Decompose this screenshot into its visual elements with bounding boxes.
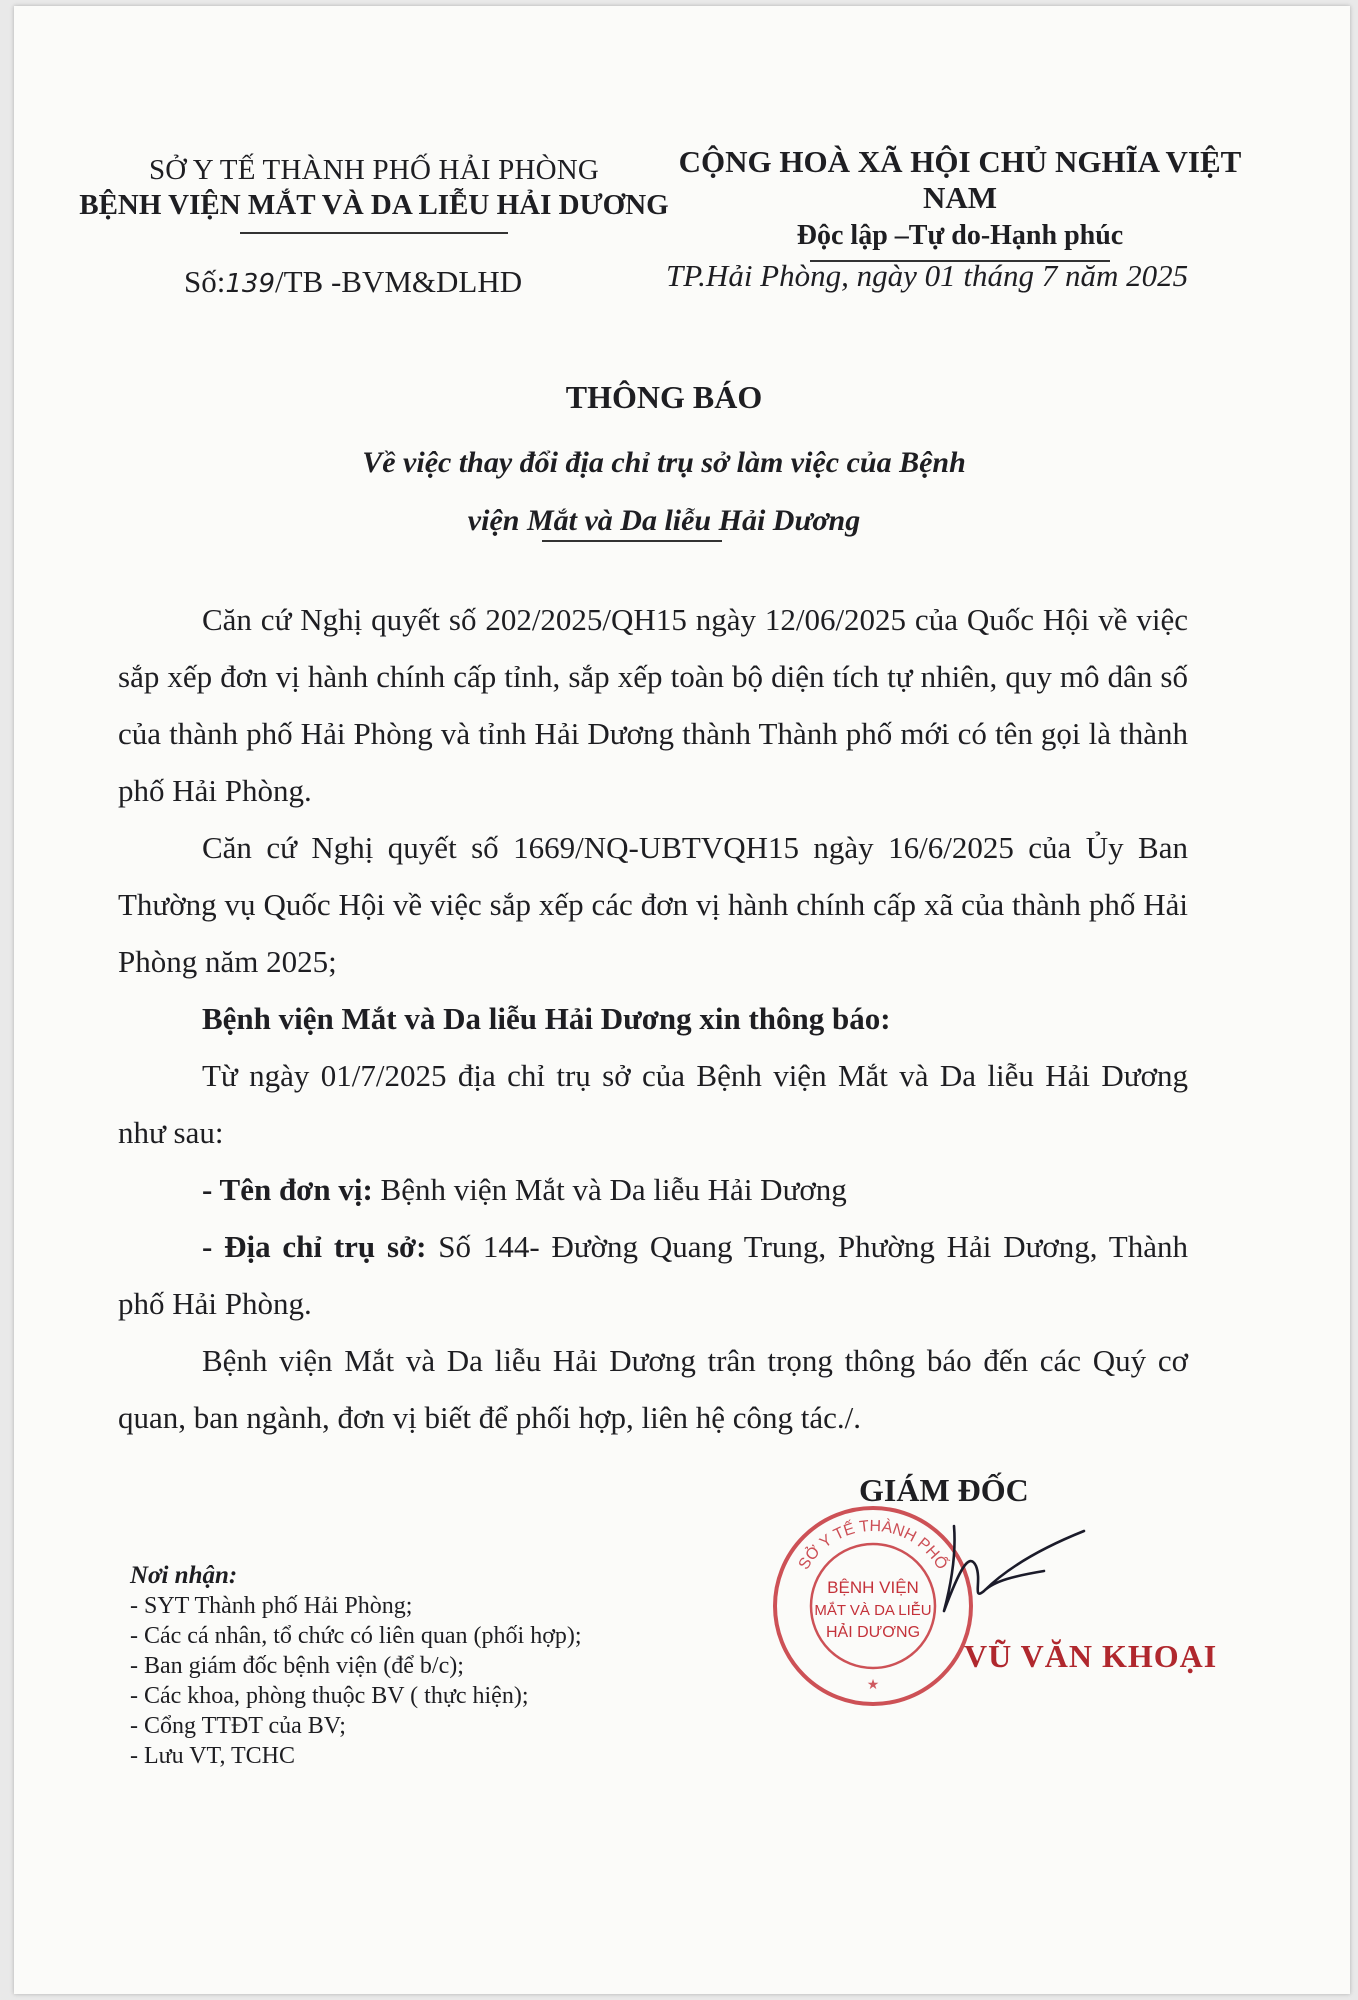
doc-number-suffix: /TB -BVM&DLHD — [275, 264, 523, 299]
signer-name: VŨ VĂN KHOẠI — [964, 1638, 1218, 1674]
document-number — [184, 264, 522, 300]
country-name: CỘNG HOÀ XÃ HỘI CHỦ NGHĨA VIỆT NAM — [678, 144, 1242, 215]
unit-name-value: Bệnh viện Mắt và Da liễu Hải Dương — [372, 1172, 847, 1207]
recipient-item: - Ban giám đốc bệnh viện (để b/c); — [130, 1653, 464, 1679]
address-label: - Địa chỉ trụ sở: — [202, 1229, 427, 1264]
paragraph-announcement-lead: Bệnh viện Mắt và Da liễu Hải Dương xin thông báo: — [202, 1001, 891, 1036]
recipient-item: - Cổng TTĐT của BV; — [130, 1713, 346, 1739]
recipients-block — [130, 1561, 582, 1771]
subtitle-line-2: viện Mắt và Da liễu Hải Dương — [467, 504, 861, 537]
doc-number-handwritten: 139 — [225, 269, 275, 299]
paragraph-address — [118, 1218, 1188, 1332]
document-title: THÔNG BÁO — [565, 379, 763, 415]
unit-name-label: - Tên đơn vị: — [202, 1172, 373, 1207]
paragraph-unit-name — [118, 1161, 1188, 1218]
agency-underline — [240, 232, 508, 234]
paragraph-closing: Bệnh viện Mắt và Da liễu Hải Dương trân trọng thông báo đến các Quý cơ quan, ban ngành, đơn vị biết để phối hợp, liên hệ công tác./. — [118, 1343, 1188, 1435]
issuing-agency: BỆNH VIỆN MẮT VÀ DA LIỄU HẢI DƯƠNG — [79, 189, 669, 221]
document-page — [14, 6, 1350, 1994]
address-value: Số 144- Đường Quang Trung, Phường Hải Dương, Thành phố Hải Phòng. — [118, 1229, 1188, 1321]
subtitle-line-1: Về việc thay đổi địa chỉ trụ sở làm việc của Bệnh — [362, 446, 966, 479]
issuing-agency-block — [74, 154, 674, 234]
parent-agency: SỞ Y TẾ THÀNH PHỐ HẢI PHÒNG — [148, 154, 600, 186]
paragraph-legal-basis-2: Căn cứ Nghị quyết số 1669/NQ-UBTVQH15 ngày 16/6/2025 của Ủy Ban Thường vụ Quốc Hội về việc sắp xếp các đơn vị hành chính cấp xã của thành phố Hải Phòng năm 2025; — [118, 830, 1188, 979]
document-subtitle — [14, 434, 1314, 550]
document-body — [118, 591, 1188, 1446]
recipient-item: - SYT Thành phố Hải Phòng; — [130, 1593, 413, 1619]
stamp-line-1: BỆNH VIỆN — [827, 1578, 919, 1597]
subtitle-underline — [542, 540, 722, 542]
svg-text:★: ★ — [866, 1676, 880, 1692]
paragraph-legal-basis-1: Căn cứ Nghị quyết số 202/2025/QH15 ngày 12/06/2025 của Quốc Hội về việc sắp xếp đơn vị hành chính cấp tỉnh, sắp xếp toàn bộ diện tích tự nhiên, quy mô dân số của thành phố Hải Phòng và tỉnh Hải Dương thành Thành phố mới có tên gọi là thành phố Hải Phòng. — [118, 602, 1188, 808]
recipient-item: - Lưu VT, TCHC — [130, 1743, 296, 1769]
recipient-item: - Các cá nhân, tổ chức có liên quan (phối hợp); — [130, 1623, 582, 1649]
motto: Độc lập –Tự do-Hạnh phúc — [796, 220, 1124, 251]
document-date: TP.Hải Phòng, ngày 01 tháng 7 năm 2025 — [666, 258, 1189, 293]
paragraph-effective-date: Từ ngày 01/7/2025 địa chỉ trụ sở của Bệnh viện Mắt và Da liễu Hải Dương như sau: — [118, 1058, 1188, 1150]
stamp-line-2: MẮT VÀ DA LIỄU — [814, 1602, 932, 1619]
handwritten-signature — [914, 1511, 1094, 1621]
stamp-line-3: HẢI DƯƠNG — [825, 1624, 921, 1641]
national-motto-block — [650, 144, 1270, 262]
recipient-item: - Các khoa, phòng thuộc BV ( thực hiện); — [130, 1683, 529, 1709]
svg-text:SỞ Y TẾ THÀNH PHỐ: SỞ Y TẾ THÀNH PHỐ — [795, 1517, 951, 1573]
doc-number-prefix: Số: — [184, 264, 226, 299]
signer-position: GIÁM ĐỐC — [859, 1472, 1029, 1508]
recipients-heading: Nơi nhận: — [130, 1562, 238, 1589]
